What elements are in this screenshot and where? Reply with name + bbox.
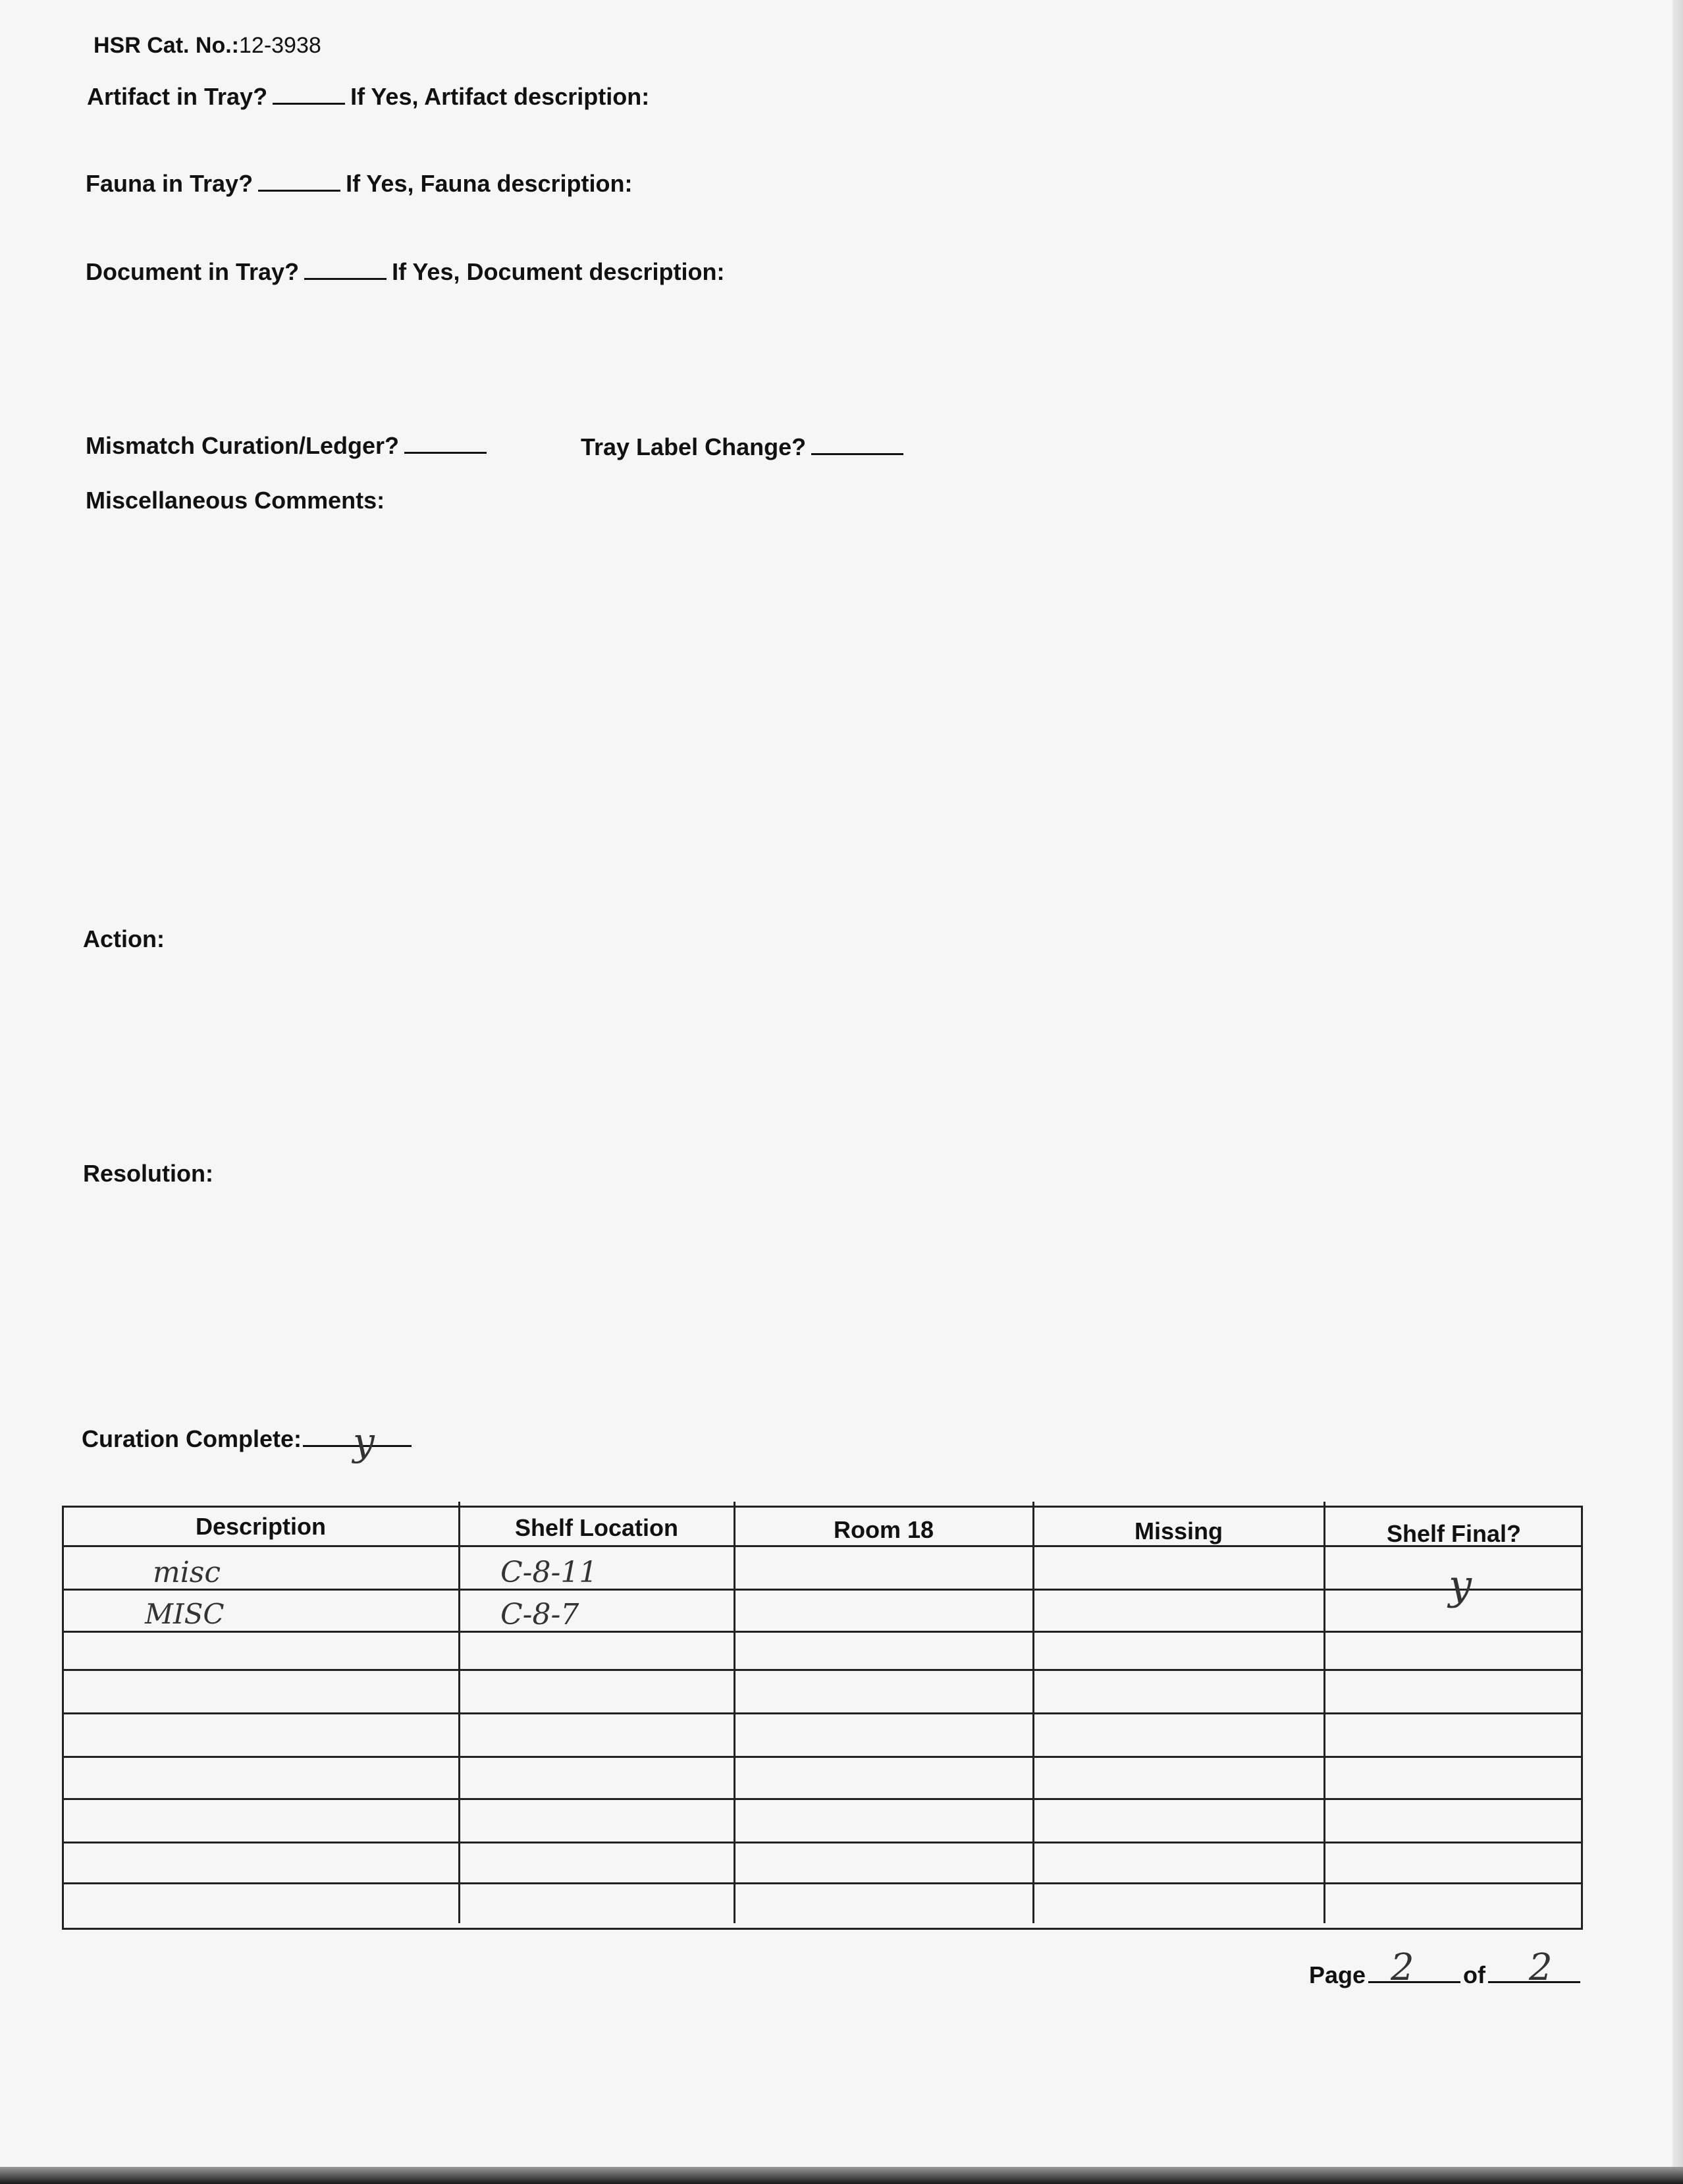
artifact-answer-blank[interactable] bbox=[273, 83, 345, 105]
row1-shelf-location: C-8-11 bbox=[500, 1556, 598, 1589]
table-row-rule bbox=[62, 1798, 1583, 1800]
mismatch-answer-blank[interactable] bbox=[404, 432, 487, 454]
document-answer-blank[interactable] bbox=[304, 258, 387, 280]
table-row-rule bbox=[62, 1756, 1583, 1758]
table-row-rule bbox=[62, 1882, 1583, 1884]
page-number-value: 2 bbox=[1391, 1946, 1414, 1989]
document-line bbox=[86, 258, 725, 284]
table-row-rule bbox=[62, 1712, 1583, 1714]
artifact-line bbox=[87, 83, 649, 109]
header-missing: Missing bbox=[1134, 1517, 1223, 1544]
tray-label-change-line bbox=[581, 433, 909, 459]
table-row-rule bbox=[62, 1631, 1583, 1633]
mismatch-line bbox=[86, 432, 492, 458]
curation-table bbox=[62, 1506, 1583, 1930]
resolution-label: Resolution: bbox=[83, 1160, 213, 1187]
action-label: Action: bbox=[83, 925, 165, 952]
cat-no-label: HSR Cat. No.: bbox=[94, 33, 239, 58]
tray-label-change-blank[interactable] bbox=[811, 433, 903, 455]
table-col-rule bbox=[1032, 1502, 1034, 1923]
curation-complete-label: Curation Complete: bbox=[82, 1425, 302, 1452]
document-desc-label: If Yes, Document description: bbox=[392, 258, 725, 285]
scan-edge-bottom bbox=[0, 2167, 1683, 2184]
row1-description: misc bbox=[153, 1556, 221, 1589]
row2-description: MISC bbox=[145, 1598, 225, 1630]
table-row-rule bbox=[62, 1589, 1583, 1591]
scan-edge-right bbox=[1672, 0, 1683, 2184]
page-label: Page bbox=[1309, 1961, 1366, 1988]
misc-comments-label: Miscellaneous Comments: bbox=[86, 487, 385, 514]
fauna-line bbox=[86, 170, 633, 196]
row2-shelf-location: C-8-7 bbox=[500, 1598, 579, 1631]
page-total-value: 2 bbox=[1529, 1946, 1553, 1989]
table-col-rule bbox=[1323, 1502, 1325, 1923]
table-row-rule bbox=[62, 1842, 1583, 1843]
cat-no-line bbox=[94, 34, 321, 57]
table-col-rule bbox=[458, 1502, 460, 1923]
artifact-desc-label: If Yes, Artifact description: bbox=[350, 83, 650, 110]
cat-no-value: 12-3938 bbox=[239, 33, 321, 58]
header-shelf-final: Shelf Final? bbox=[1386, 1520, 1521, 1547]
header-shelf-location: Shelf Location bbox=[514, 1514, 678, 1541]
curation-complete-value: y bbox=[353, 1419, 375, 1464]
tray-label-change-label: Tray Label Change? bbox=[581, 433, 807, 460]
mismatch-label: Mismatch Curation/Ledger? bbox=[86, 432, 400, 459]
page-number-blank[interactable] bbox=[1368, 1961, 1460, 1983]
fauna-answer-blank[interactable] bbox=[258, 170, 340, 192]
table-col-rule bbox=[734, 1502, 735, 1923]
fauna-desc-label: If Yes, Fauna description: bbox=[346, 170, 633, 197]
header-room-18: Room 18 bbox=[833, 1516, 934, 1543]
artifact-question: Artifact in Tray? bbox=[87, 83, 268, 110]
row1-shelf-final: y bbox=[1449, 1561, 1472, 1609]
table-row-rule bbox=[62, 1669, 1583, 1671]
document-question: Document in Tray? bbox=[86, 258, 300, 285]
fauna-question: Fauna in Tray? bbox=[86, 170, 254, 197]
header-description: Description bbox=[195, 1513, 327, 1540]
of-label: of bbox=[1463, 1961, 1486, 1988]
